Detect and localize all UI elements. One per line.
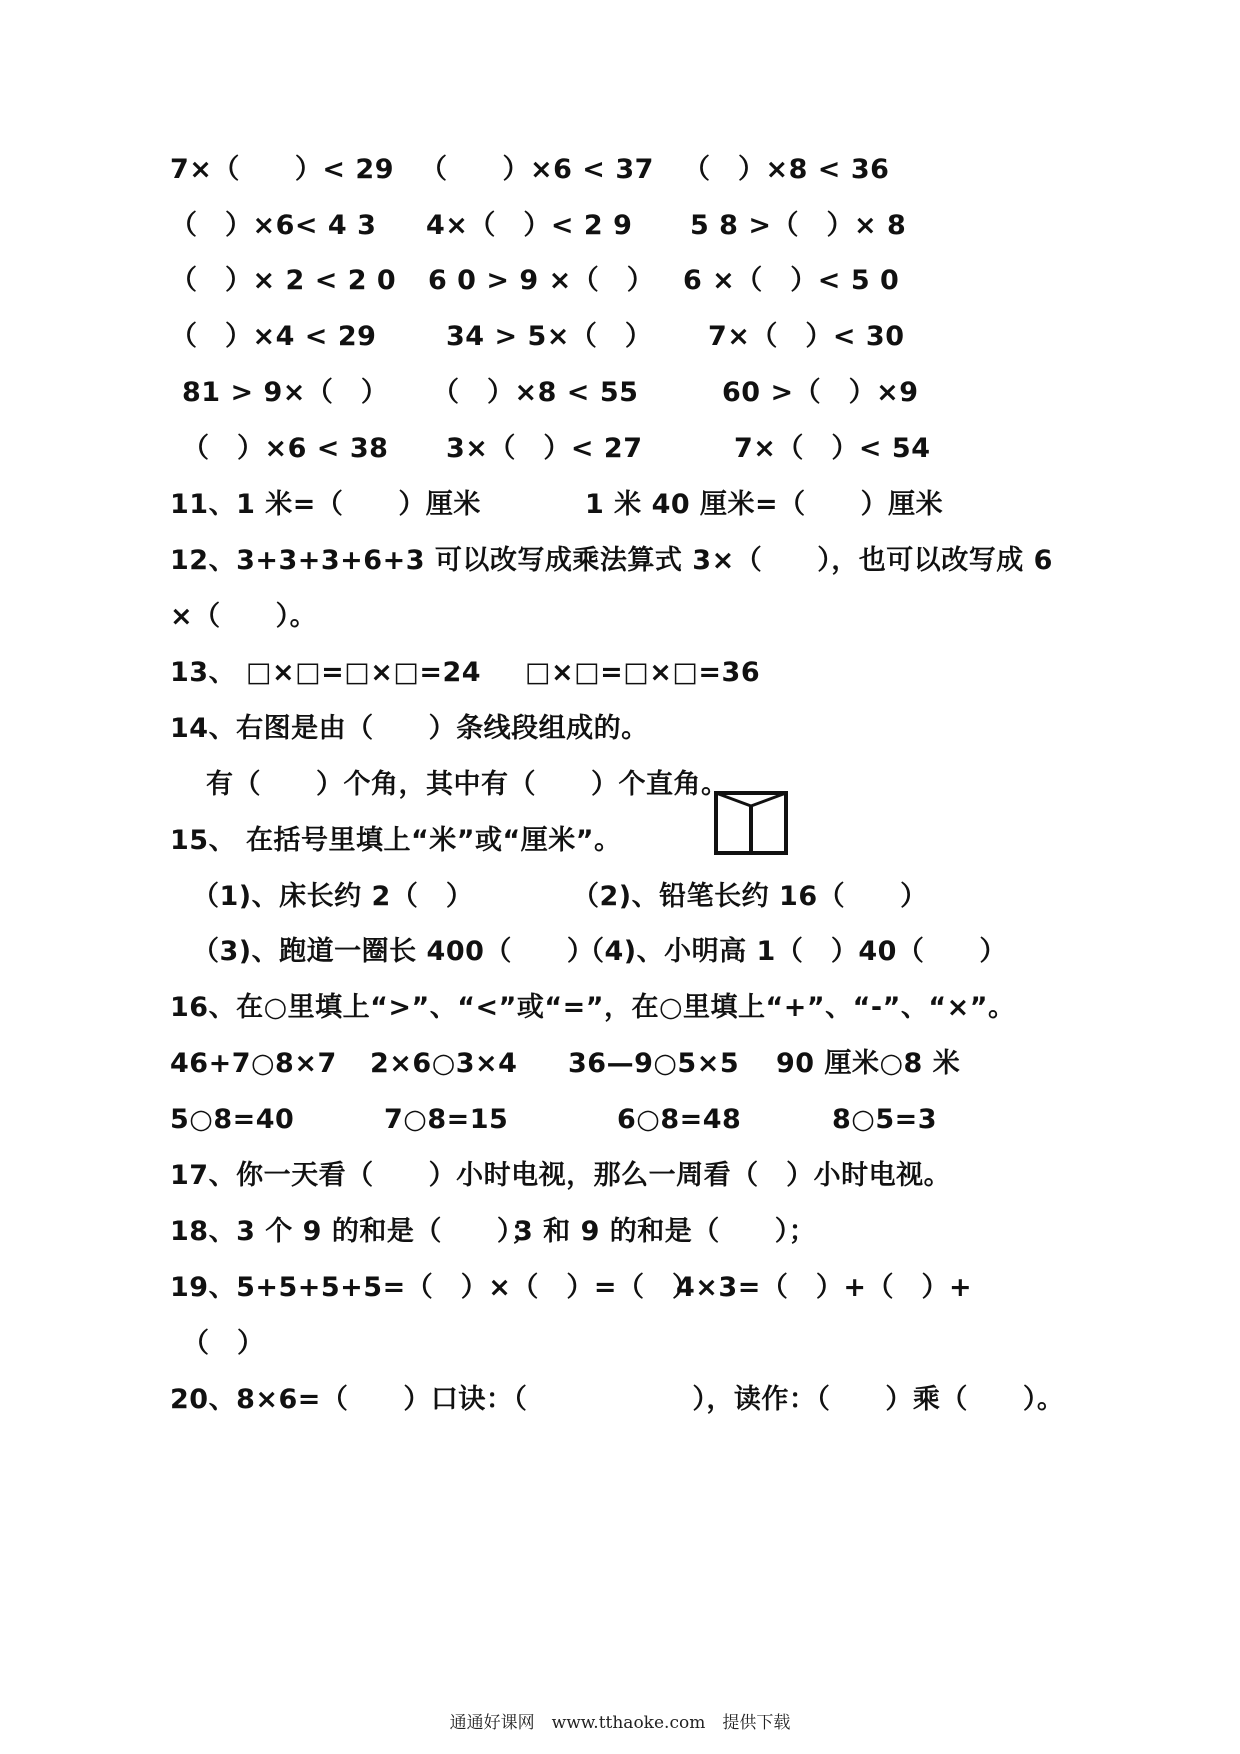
ineq-r3-c2: 6 0 > 9 ×（ ） [428, 265, 655, 296]
ineq-r1-c2: （ ）×6 < 37 [420, 154, 654, 185]
q19-left: 19、5+5+5+5=（ ）×（ ）=（ ） [170, 1272, 700, 1303]
q16-r1-c2: 2×6○3×4 [370, 1048, 518, 1079]
q18-left: 18、3 个 9 的和是（ ）； [170, 1216, 539, 1247]
ineq-r6-c1: （ ）×6 < 38 [182, 433, 389, 464]
q16-r2-c4: 8○5=3 [832, 1104, 938, 1135]
q17: 17、你一天看（ ）小时电视，那么一周看（ ）小时电视。 [170, 1160, 952, 1191]
ineq-r4-c1: （ ）×4 < 29 [170, 321, 377, 352]
q11-left: 11、1 米=（ ）厘米 [170, 489, 481, 520]
q16-r1-c4: 90 厘米○8 米 [776, 1048, 961, 1079]
q16-r1-c3: 36—9○5×5 [568, 1048, 740, 1079]
page-footer: 通通好课网 www.tthaoke.com 提供下载 [449, 1713, 791, 1733]
q18-right: 3 和 9 的和是（ ）； [514, 1216, 817, 1247]
q15-item-2: （2)、铅笔长约 16（ ） [572, 881, 928, 912]
q16-title: 16、在○里填上“>”、“<”或“=”，在○里填上“+”、“-”、“×”。 [170, 992, 1016, 1023]
ineq-r5-c2: （ ）×8 < 55 [432, 377, 639, 408]
q16-r2-c3: 6○8=48 [617, 1104, 742, 1135]
ineq-r1-c3: （ ）×8 < 36 [683, 154, 890, 185]
ineq-r6-c2: 3×（ ）< 27 [446, 433, 643, 464]
ineq-r3-c1: （ ）× 2 < 2 0 [170, 265, 397, 296]
ineq-r4-c2: 34 > 5×（ ） [446, 321, 653, 352]
q14-line2: 有（ ）个角，其中有（ ）个直角。 [206, 769, 729, 800]
q15-item-3: （3)、跑道一圈长 400（ ） [192, 936, 595, 967]
q12-line2: ×（ ）。 [170, 601, 318, 632]
q11-right: 1 米 40 厘米=（ ）厘米 [585, 489, 944, 520]
q19-right: 4×3=（ ）+（ ）+ [676, 1272, 973, 1303]
ineq-r4-c3: 7×（ ）< 30 [708, 321, 905, 352]
q16-r2-c1: 5○8=40 [170, 1104, 295, 1135]
ineq-r6-c3: 7×（ ）< 54 [734, 433, 931, 464]
q19-wrap: （ ） [182, 1328, 265, 1359]
ineq-r2-c2: 4×（ ）< 2 9 [426, 210, 633, 241]
q13-left: 13、 □×□=□×□=24 [170, 657, 482, 688]
q12-line1: 12、3+3+3+6+3 可以改写成乘法算式 3×（ ），也可以改写成 6 [170, 545, 1053, 576]
ineq-r3-c3: 6 ×（ ）< 5 0 [683, 265, 900, 296]
q16-r2-c2: 7○8=15 [384, 1104, 509, 1135]
ineq-r2-c3: 5 8 >（ ）× 8 [690, 210, 907, 241]
ineq-r5-c1: 81 > 9×（ ） [182, 377, 389, 408]
ineq-r2-c1: （ ）×6< 4 3 [170, 210, 377, 241]
q16-r1-c1: 46+7○8×7 [170, 1048, 337, 1079]
q20: 20、8×6=（ ）口诀：（ ），读作：（ ）乘（ ）。 [170, 1384, 1065, 1415]
ineq-r5-c3: 60 >（ ）×9 [722, 377, 919, 408]
q15-item-1: （1)、床长约 2（ ） [192, 881, 474, 912]
q15-title: 15、 在括号里填上“米”或“厘米”。 [170, 825, 622, 856]
q14-line1: 14、右图是由（ ）条线段组成的。 [170, 713, 649, 744]
q13-right: □×□=□×□=36 [525, 657, 761, 688]
q15-item-4: （4)、小明高 1（ ）40（ ） [577, 936, 1007, 967]
ineq-r1-c1: 7×（ ）< 29 [170, 154, 395, 185]
